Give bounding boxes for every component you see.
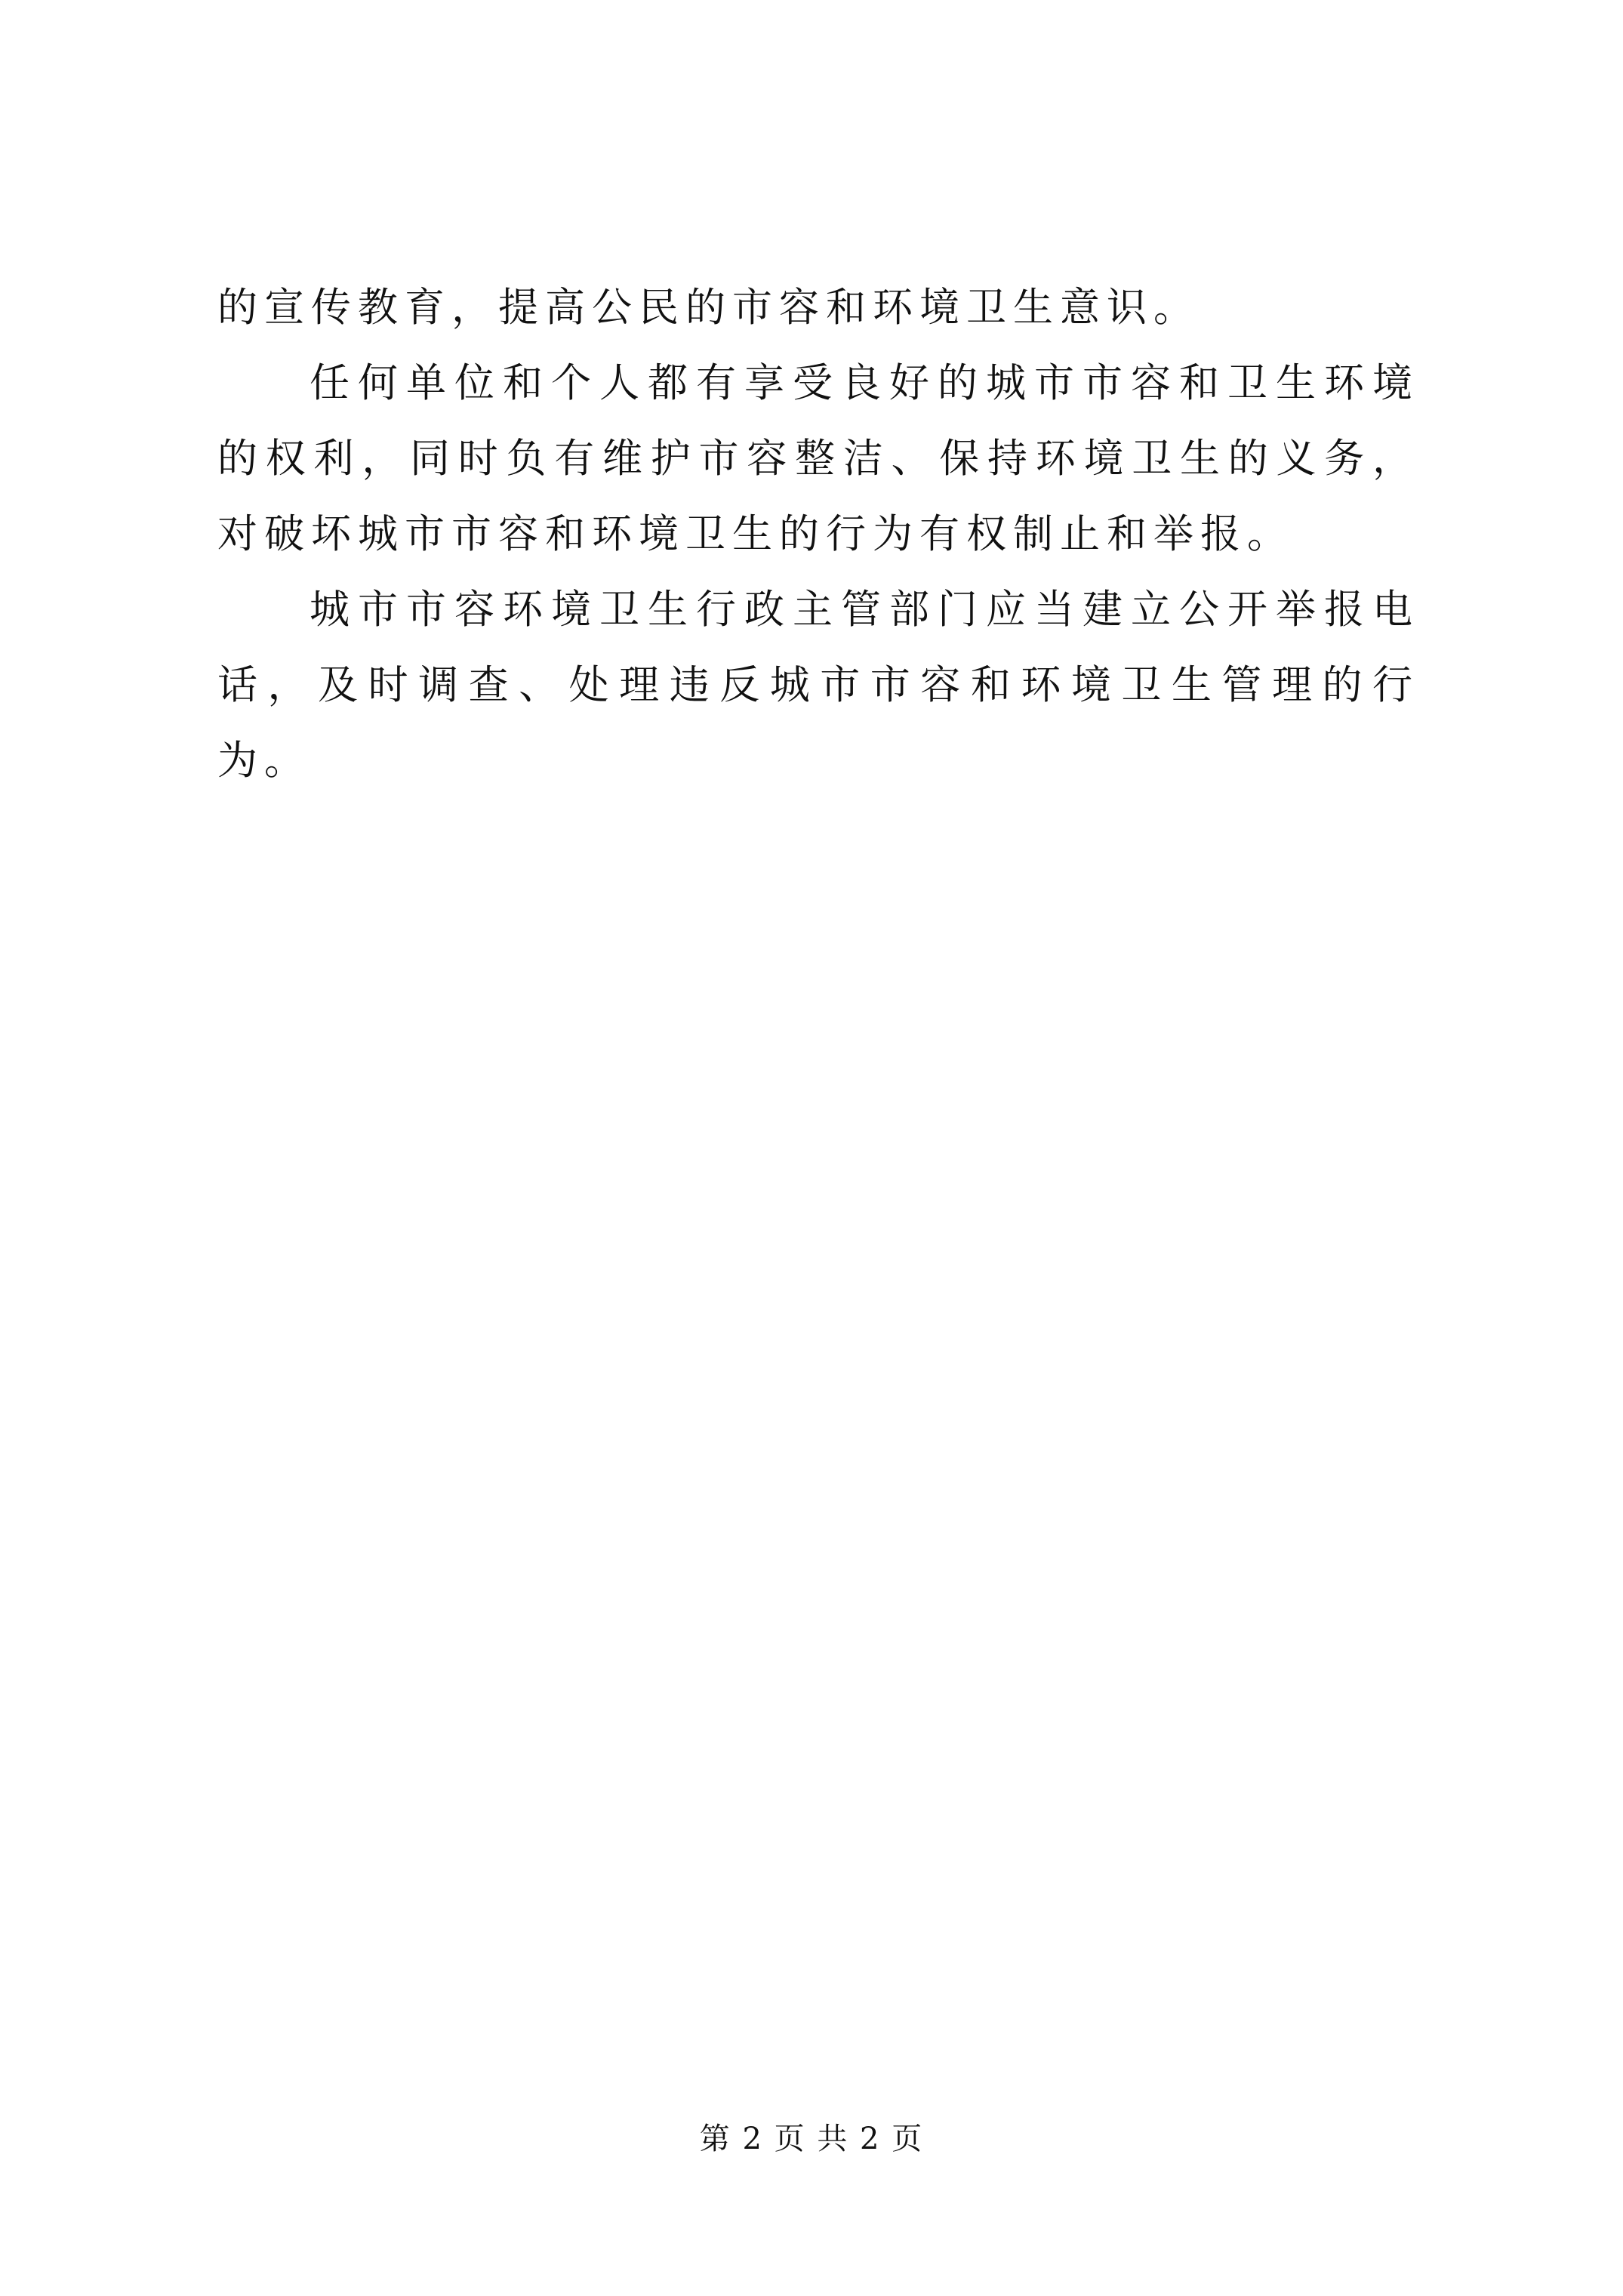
document-body (217, 270, 1419, 799)
paragraph-continuation: 的宣传教育，提高公民的市容和环境卫生意识。 (217, 285, 1200, 331)
paragraph-hotline: 城市市容环境卫生行政主管部门应当建立公开举报电话，及时调查、处理违反城市市容和环境卫生管理的行为。 (217, 587, 1419, 784)
paragraph-rights-duties: 任何单位和个人都有享受良好的城市市容和卫生环境的权利，同时负有维护市容整洁、保持环境卫生的义务，对破坏城市市容和环境卫生的行为有权制止和举报。 (217, 360, 1419, 557)
page-number-footer: 第 2 页 共 2 页 (699, 2122, 924, 2156)
